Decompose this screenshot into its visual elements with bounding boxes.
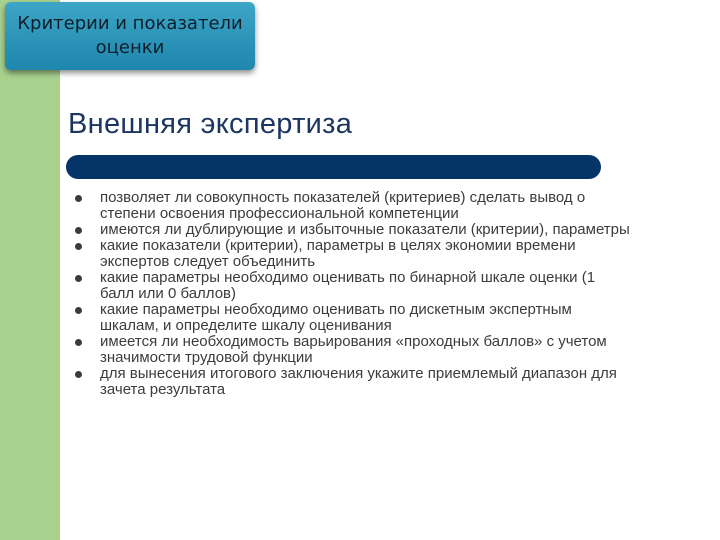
list-item-text: какие параметры необходимо оценивать по бинарной шкале оценки (1 балл или 0 баллов) <box>100 269 596 302</box>
badge-line-1: Критерии и показатели <box>17 13 243 34</box>
bullet-dot-icon <box>75 307 82 314</box>
bullet-dot-icon <box>75 227 82 234</box>
list-item-text: имеются ли дублирующие и избыточные показатели (критерии), параметры <box>100 221 630 238</box>
list-item <box>70 302 630 334</box>
list-item-text: для вынесения итогового заключения укажите приемлемый диапазон для зачета результата <box>100 365 617 398</box>
list-item-text: какие показатели (критерии), параметры в целях экономии времени экспертов следует объединить <box>100 237 576 270</box>
bullet-dot-icon <box>75 339 82 346</box>
list-item-text: какие параметры необходимо оценивать по дискетным экспертным шкалам, и определите шкалу оценивания <box>100 301 572 334</box>
list-item <box>70 190 630 222</box>
title-divider-bar <box>66 155 601 179</box>
list-item <box>70 270 630 302</box>
badge-line-2: оценки <box>95 37 165 58</box>
bullet-dot-icon <box>75 371 82 378</box>
bullet-dot-icon <box>75 275 82 282</box>
list-item-text: позволяет ли совокупность показателей (критериев) сделать вывод о степени освоения профессиональной компетенции <box>100 189 586 222</box>
list-item <box>70 222 630 238</box>
list-item-text: имеется ли необходимость варьирования «проходных баллов» с учетом значимости трудовой функции <box>100 333 607 366</box>
bullet-dot-icon <box>75 195 82 202</box>
list-item <box>70 238 630 270</box>
section-badge <box>5 2 255 70</box>
list-item <box>70 334 630 366</box>
list-item <box>70 366 630 398</box>
slide-title: Внешняя экспертиза <box>68 108 353 140</box>
bullet-list <box>70 190 630 398</box>
bullet-dot-icon <box>75 243 82 250</box>
left-accent-strip <box>0 0 60 540</box>
